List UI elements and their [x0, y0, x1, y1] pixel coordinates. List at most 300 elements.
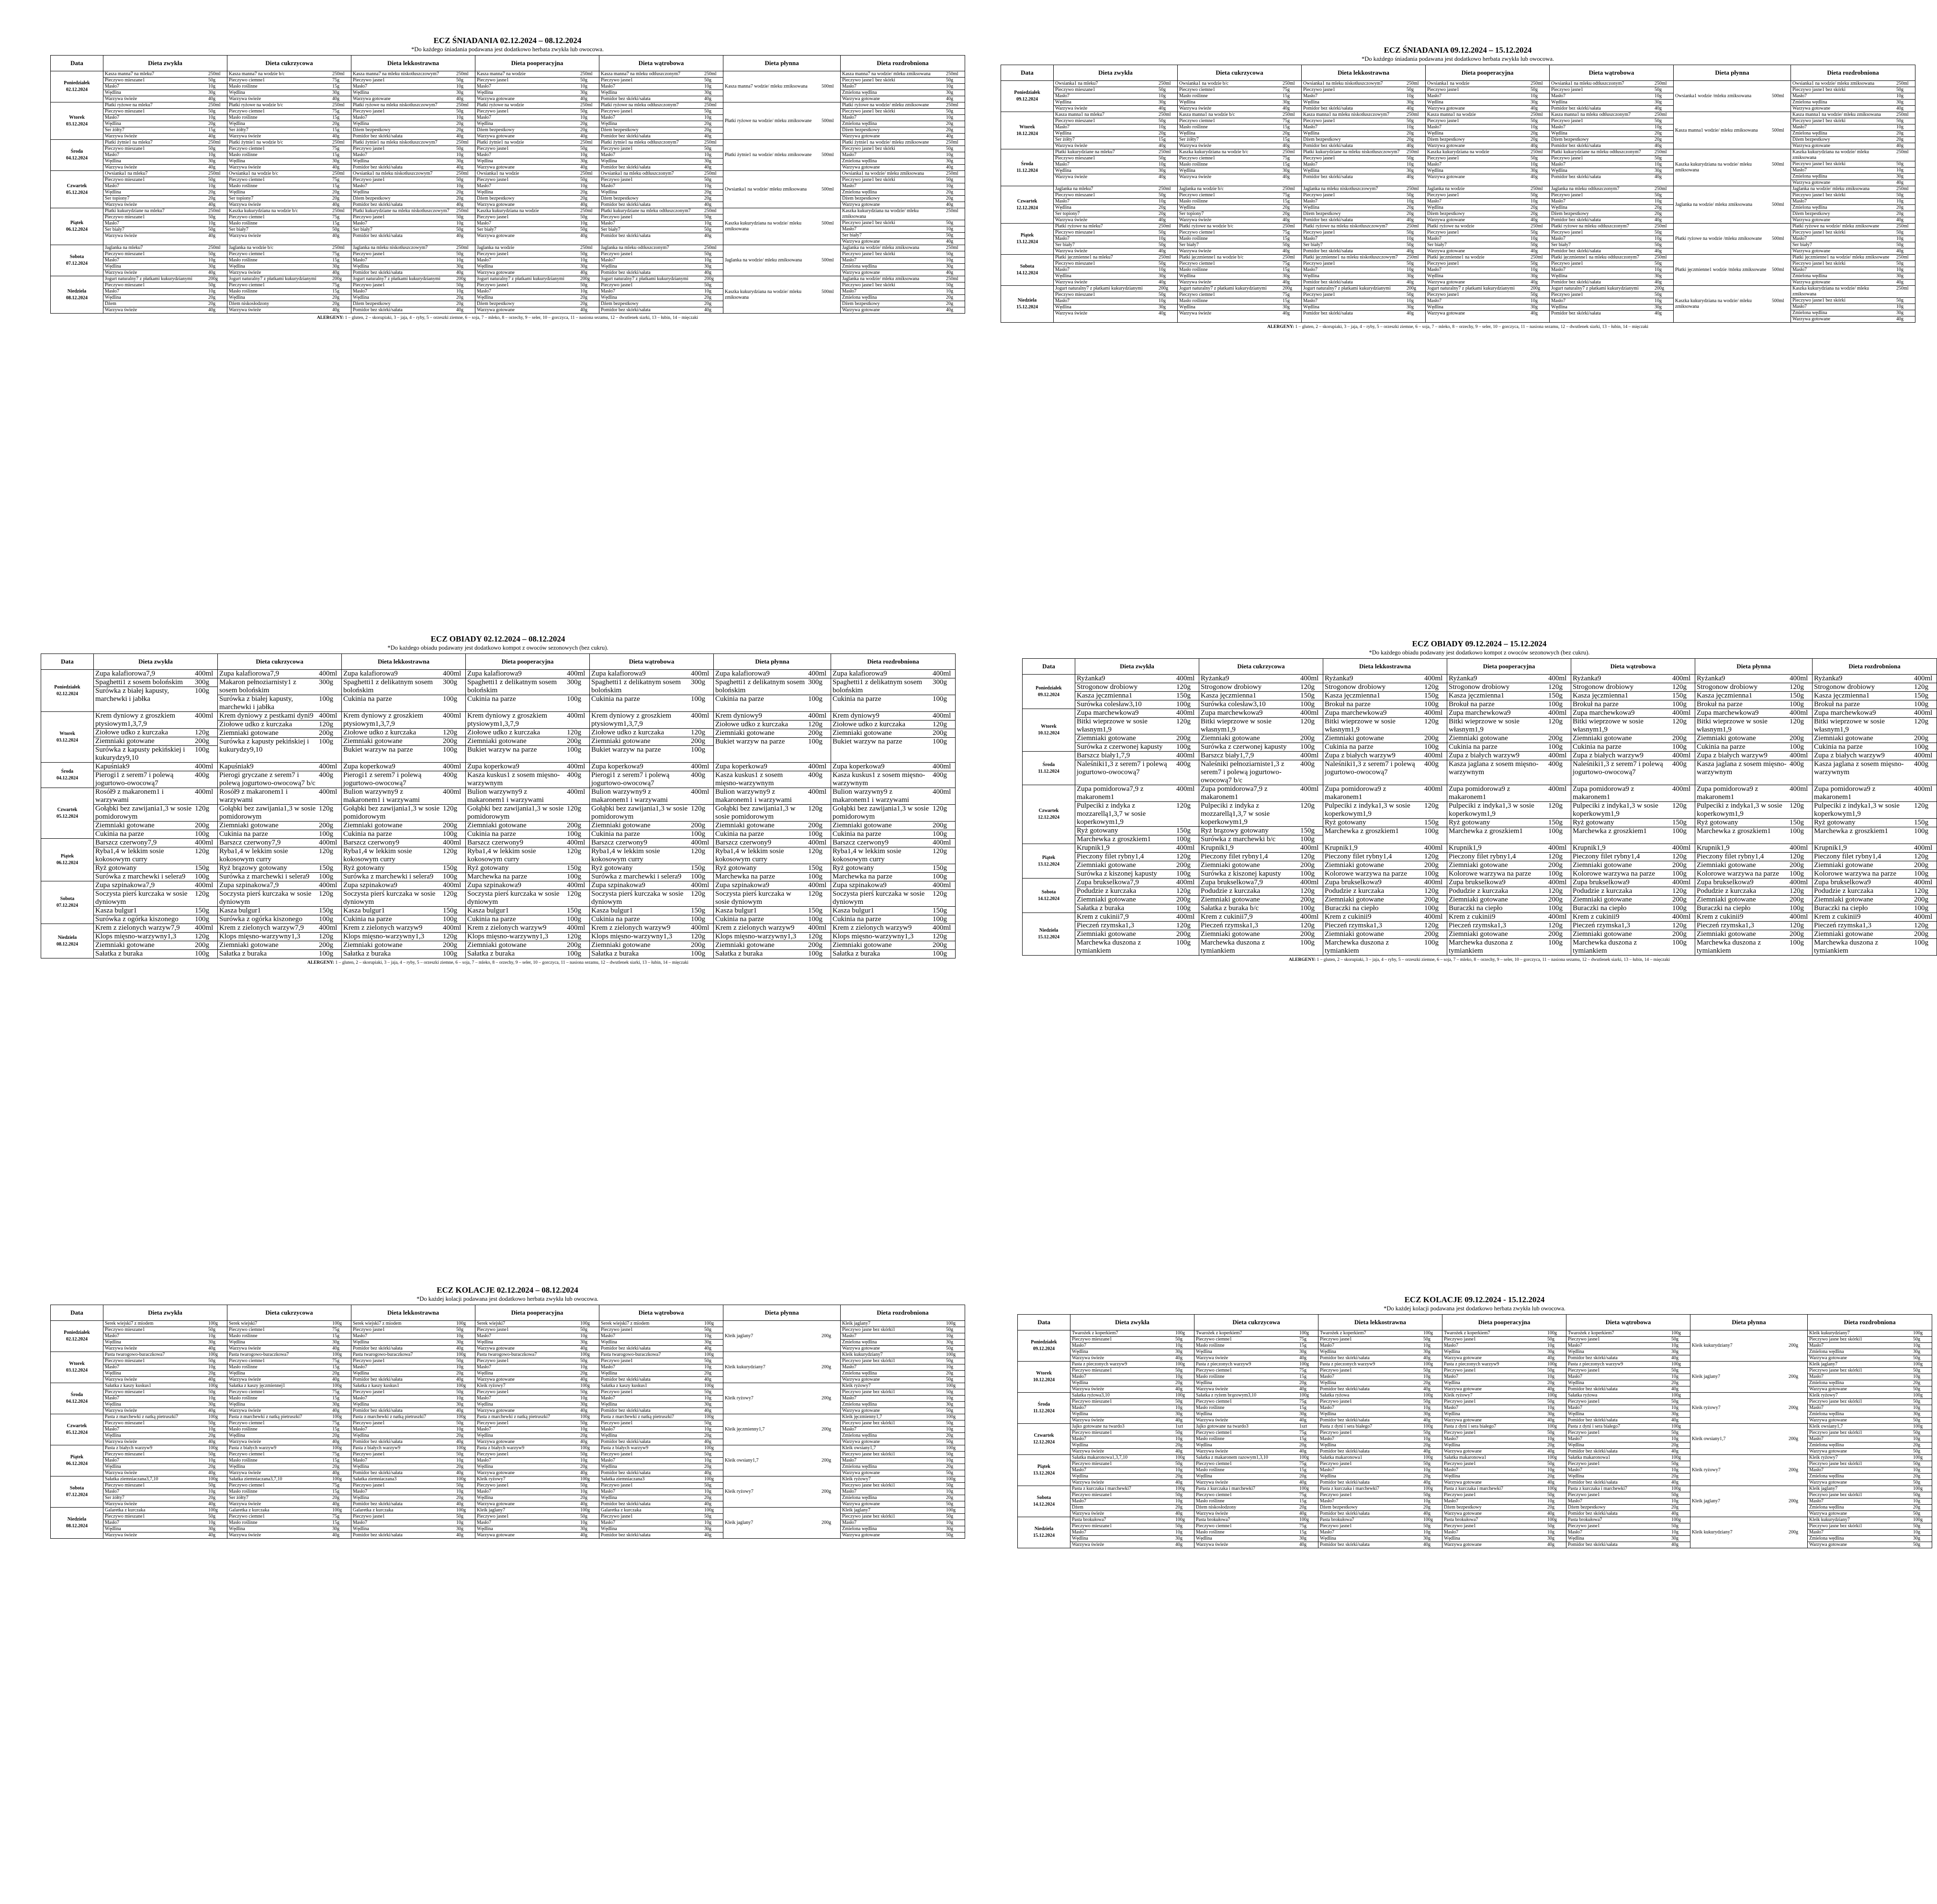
- menu-item: [475, 233, 599, 239]
- dish-name: Ziemniaki gotowane: [1573, 861, 1632, 869]
- menu-item: [1426, 118, 1549, 124]
- dish-portion: 50g: [704, 1420, 711, 1426]
- dish-portion: 10g: [1423, 1405, 1430, 1410]
- dish-portion: 10g: [1671, 1467, 1678, 1473]
- dish-name: Warzywa gotowane: [477, 1377, 515, 1382]
- dish-name: Płatki kukurydziane na mleku odtłuszczonym7: [1551, 149, 1641, 155]
- dish-name: Kleik owsiany1,7: [725, 1458, 759, 1463]
- menu-item: [227, 1458, 351, 1464]
- dish-portion: 10g: [580, 84, 587, 89]
- menu-item: [1447, 922, 1571, 930]
- dish-name: Dżem bezpestkowy: [601, 196, 639, 201]
- menu-item: [1070, 1542, 1194, 1548]
- menu-item: [1813, 683, 1937, 692]
- menu-item: [103, 196, 227, 202]
- menu-item: [831, 830, 955, 838]
- dish-portion: 50g: [580, 177, 587, 182]
- dish-name: Ser biały7: [842, 233, 862, 238]
- diet-cell: [218, 763, 342, 788]
- dish-name: Masło7: [1072, 1374, 1086, 1379]
- dish-portion: 100g: [195, 915, 209, 923]
- dish-portion: 20g: [332, 1464, 339, 1469]
- dish-portion: 10g: [1547, 1498, 1554, 1504]
- dish-portion: 120g: [443, 890, 457, 898]
- dish-portion: 100g: [704, 1352, 714, 1357]
- dish-name: Ser biały7: [477, 227, 496, 232]
- dish-portion: 20g: [1547, 1505, 1554, 1510]
- diet-cell: [351, 1414, 475, 1445]
- dish-name: Masło7: [842, 115, 856, 120]
- dish-name: Pomidor bez skórki/sałata: [601, 165, 651, 170]
- dish-name: Surówka z ogórka kiszonego: [219, 915, 303, 923]
- dish-name: Wędlina: [477, 1526, 493, 1532]
- dish-portion: 50g: [704, 251, 711, 257]
- menu-item: [1566, 1418, 1690, 1423]
- dish-name: Surówka z białej kapusty, marchewki i jabłka: [95, 687, 169, 703]
- menu-item: [351, 258, 475, 264]
- date-cell: [51, 1414, 103, 1445]
- menu-item: [1550, 137, 1673, 143]
- dish-portion: 20g: [456, 1464, 463, 1469]
- menu-item: [1194, 1442, 1318, 1449]
- menu-item: [841, 1352, 965, 1358]
- dish-name: Warzywa gotowane: [842, 134, 880, 139]
- dish-portion: 150g: [567, 907, 581, 914]
- menu-item: [1054, 168, 1177, 174]
- menu-item: [351, 1427, 475, 1433]
- dish-name: Barszcz czerwony9: [833, 839, 889, 846]
- menu-item: [1178, 199, 1301, 205]
- dish-name: Zupa kalafiorowa7,9: [95, 670, 155, 677]
- menu-item: [227, 1364, 351, 1371]
- date-cell: [1001, 81, 1054, 112]
- menu-item: [841, 202, 965, 208]
- dish-portion: 200g: [1176, 896, 1191, 903]
- dish-name: Warzywa gotowane: [842, 1408, 880, 1413]
- menu-subtitle: *Do każdego śniadania podawana jest dodatkowo herbata zwykła lub owocowa.: [411, 46, 604, 53]
- date-cell: [1018, 1393, 1070, 1424]
- menu-item: [1791, 93, 1915, 100]
- menu-item: [841, 239, 965, 245]
- menu-item: [1194, 1362, 1318, 1368]
- menu-item: [1318, 1486, 1442, 1492]
- menu-item: [1199, 913, 1323, 922]
- menu-item: [1318, 1461, 1442, 1467]
- dish-name: Wędlina: [105, 190, 121, 195]
- day-row: [51, 171, 965, 208]
- dish-name: Marchewka na parze: [467, 873, 527, 880]
- menu-item: [1550, 156, 1673, 162]
- menu-item: [1808, 1449, 1932, 1454]
- menu-item: [1571, 939, 1695, 955]
- day-name: Poniedziałek: [64, 80, 90, 86]
- dish-portion: 30g: [1407, 100, 1414, 105]
- dish-portion: 10g: [1531, 124, 1538, 130]
- dish-name: Ser biały7: [353, 227, 372, 232]
- dish-name: Wędlina: [1427, 304, 1443, 310]
- dish-portion: 10g: [456, 1520, 463, 1525]
- menu-item: [342, 890, 465, 907]
- diet-cell: [342, 712, 466, 763]
- menu-item: [1813, 760, 1937, 777]
- diet-cell: [1813, 879, 1937, 913]
- dish-name: Pieczywo mieszane1: [1072, 1430, 1112, 1435]
- column-header: Dieta lekkostrawna: [351, 1305, 475, 1321]
- dish-name: Wędlina: [477, 90, 493, 95]
- dish-portion: 100g: [704, 1321, 714, 1326]
- dish-name: Bulion warzywny9 z makaronem1 i warzywami: [343, 788, 420, 804]
- menu-item: [1054, 199, 1177, 205]
- menu-item: [714, 907, 831, 915]
- menu-item: [475, 258, 599, 264]
- dish-portion: 400ml: [1176, 675, 1195, 682]
- menu-item: [1323, 879, 1447, 887]
- dish-portion: 100g: [1176, 904, 1191, 912]
- dish-portion: 20g: [1671, 1442, 1678, 1448]
- menu-item: [475, 1364, 599, 1371]
- menu-item: [1070, 1330, 1194, 1337]
- day-row: [1023, 709, 1937, 752]
- dish-portion: 120g: [1672, 718, 1687, 725]
- menu-item: [1447, 700, 1571, 709]
- dish-name: Pomidor bez skórki/sałata: [1320, 1480, 1370, 1485]
- menu-item: [1199, 675, 1323, 683]
- diet-cell: [599, 1352, 723, 1383]
- dish-portion: 50g: [456, 227, 463, 232]
- dish-portion: 200g: [1176, 734, 1191, 742]
- menu-item: [351, 1464, 475, 1470]
- dish-name: Wędlina: [477, 121, 493, 126]
- dish-name: Pieczywo jasne1: [601, 1514, 633, 1519]
- dish-name: Warzywa gotowane: [842, 1439, 880, 1444]
- dish-portion: 150g: [808, 907, 822, 914]
- dish-portion: 10g: [1547, 1343, 1554, 1348]
- dish-portion: 15g: [1283, 137, 1290, 142]
- menu-item: [1070, 1492, 1194, 1498]
- dish-portion: 15g: [1299, 1498, 1306, 1504]
- menu-item: [590, 729, 713, 737]
- column-header: Dieta rozdrobniona: [1791, 65, 1915, 81]
- dish-portion: 400ml: [195, 712, 214, 720]
- dish-name: Wędlina: [1568, 1474, 1584, 1479]
- dish-name: Wędlina: [477, 264, 493, 269]
- dish-name: Ryżanka9: [1077, 675, 1105, 682]
- dish-portion: 20g: [1423, 1474, 1430, 1479]
- dish-name: Soczysta pierś kurczaka w sosie dyniowym: [343, 890, 436, 906]
- menu-item: [1808, 1542, 1932, 1548]
- menu-item: [1442, 1486, 1566, 1492]
- day-name: Czwartek: [1038, 808, 1059, 813]
- dish-name: Surówka colesław3,10: [1201, 700, 1266, 708]
- dish-name: Ziemniaki gotowane: [219, 941, 279, 949]
- column-header: Data: [41, 654, 94, 670]
- dish-name: Pomidor bez skórki/sałata: [601, 202, 651, 207]
- dish-portion: 75g: [1299, 1492, 1306, 1498]
- menu-item: [841, 258, 965, 264]
- dish-portion: 10g: [1531, 298, 1538, 304]
- dish-name: Pomidor bez skórki/sałata: [1551, 248, 1601, 254]
- dish-name: Pieczywo mieszane1: [1055, 192, 1095, 198]
- menu-item: [1199, 718, 1323, 734]
- diet-cell: [1199, 844, 1323, 879]
- menu-item: [1075, 700, 1199, 709]
- day-row: [1001, 112, 1915, 149]
- dish-name: Wędlina: [1072, 1349, 1088, 1354]
- dish-portion: 250ml: [1531, 112, 1543, 117]
- dish-name: Wędlina: [1568, 1411, 1584, 1417]
- dish-name: Pomidor bez skórki/sałata: [1320, 1449, 1370, 1454]
- menu-item: [475, 1377, 599, 1383]
- dish-name: Ryba1,4 w lekkim sosie kokosowym curry: [833, 847, 901, 863]
- dish-name: Pieczywo jasne1: [477, 1389, 509, 1395]
- dish-portion: 120g: [1176, 802, 1191, 810]
- menu-item: [1447, 879, 1571, 887]
- dish-portion: 15g: [332, 183, 339, 189]
- dish-portion: 200g: [1300, 896, 1315, 903]
- dish-portion: 50g: [1896, 87, 1903, 92]
- dish-portion: 400ml: [808, 839, 827, 846]
- menu-item: [1302, 205, 1425, 211]
- dish-name: Ryżanka9: [1201, 675, 1229, 682]
- dish-portion: 20g: [580, 127, 587, 133]
- menu-item: [1070, 1486, 1194, 1492]
- dish-name: Masło7: [353, 258, 367, 263]
- dish-name: Pasta brokułowa7: [1568, 1517, 1602, 1522]
- menu-item: [1442, 1393, 1566, 1399]
- dish-portion: 30g: [1655, 273, 1662, 279]
- diet-cell: [1199, 913, 1323, 956]
- dish-name: Wędlina: [105, 264, 121, 269]
- menu-item: [1550, 106, 1673, 112]
- dish-name: Wędlina: [601, 158, 617, 164]
- menu-item: [1075, 913, 1199, 922]
- menu-item: [841, 226, 965, 233]
- dish-portion: 50g: [1547, 1368, 1554, 1373]
- menu-item: [599, 127, 723, 134]
- menu-item: [1318, 1330, 1442, 1337]
- dish-name: Kapuśniak9: [219, 763, 254, 770]
- menu-item: [1566, 1455, 1690, 1461]
- dish-name: Masło roślinne: [229, 1489, 258, 1494]
- dish-portion: 400ml: [1548, 785, 1567, 793]
- menu-item: [342, 729, 465, 737]
- dish-portion: 1szt: [1175, 1424, 1183, 1429]
- menu-item: [1426, 304, 1549, 311]
- dish-portion: 40g: [1671, 1542, 1678, 1547]
- dish-portion: 40g: [1283, 248, 1290, 254]
- dish-portion: 30g: [946, 1402, 953, 1407]
- dish-name: Pieczywo jasne1: [1303, 118, 1335, 124]
- menu-item: [103, 1427, 227, 1433]
- dish-portion: 40g: [456, 270, 463, 275]
- dish-portion: 150g: [1176, 827, 1191, 834]
- menu-item: [1808, 1337, 1932, 1343]
- menu-item: [1808, 1430, 1932, 1436]
- menu-item: [831, 822, 955, 830]
- dish-name: Kaszka kukurydziana na wodzie/ mleku zmiksowana: [1675, 298, 1752, 309]
- dish-name: Zmielona wędlina: [842, 1464, 877, 1469]
- dish-name: Masło7: [1809, 1343, 1824, 1348]
- dish-portion: 150g: [1300, 692, 1315, 699]
- dish-name: Wędlina: [1055, 205, 1071, 210]
- menu-item: [1178, 273, 1301, 280]
- dish-name: Ryż gotowany: [1325, 819, 1366, 826]
- date-cell: [1001, 286, 1054, 323]
- diet-cell: [1318, 1486, 1442, 1517]
- menu-item: [227, 1501, 351, 1507]
- dish-portion: 100g: [1913, 1486, 1923, 1491]
- diet-cell: [1075, 785, 1199, 844]
- dish-name: Zupa koperkowa9: [591, 763, 643, 770]
- dish-portion: 10g: [580, 1520, 587, 1525]
- day-date: 02.12.2024: [56, 691, 78, 697]
- dish-name: Cukinia na parze: [591, 695, 640, 703]
- dish-name: Warzywa świeże: [229, 307, 261, 313]
- day-name: Niedziela: [1034, 1526, 1054, 1532]
- dish-portion: 400ml: [1914, 709, 1933, 717]
- diet-cell: [475, 1383, 599, 1414]
- dish-portion: 50g: [1671, 1492, 1678, 1498]
- dish-name: Sałatka z ryżem brązowym3,10: [1196, 1393, 1257, 1398]
- diet-cell: [1194, 1330, 1318, 1362]
- dish-portion: 30g: [1283, 273, 1290, 279]
- dish-name: Wędlina: [1551, 205, 1567, 210]
- dish-name: Pasta twarogowo-buraczkowa7: [229, 1352, 289, 1357]
- dish-name: Strogonow drobiowy: [1449, 683, 1510, 691]
- dish-name: Masło7: [1551, 124, 1565, 130]
- dish-portion: 50g: [1423, 1337, 1430, 1342]
- dish-name: Wędlina: [1072, 1536, 1088, 1541]
- menu-item: [599, 202, 723, 208]
- dish-portion: 400ml: [691, 788, 709, 796]
- menu-item: [475, 1383, 599, 1389]
- dish-name: Kolorowe warzywa na parze: [1573, 870, 1655, 878]
- dish-portion: 75g: [332, 78, 339, 83]
- dish-name: Kasza manna1 na mleku niskotłuszczowym7: [1303, 112, 1389, 117]
- dish-portion: 200g: [1914, 896, 1928, 903]
- day-name: Piątek: [60, 854, 74, 859]
- dish-portion: 200g: [443, 941, 457, 949]
- dish-name: Sałatka z buraka b/c: [1201, 904, 1259, 912]
- dish-name: Spaghetti1 z delikatnym sosem bolońskim: [591, 678, 681, 694]
- dish-portion: 10g: [208, 221, 215, 226]
- menu-item: [714, 729, 831, 738]
- dish-name: Zupa pomidorowa9 z makaronem1: [1325, 785, 1386, 801]
- dish-portion: 10g: [946, 258, 953, 263]
- dish-portion: 400ml: [319, 670, 338, 677]
- dish-portion: 120g: [691, 890, 705, 898]
- dish-portion: 15g: [1299, 1405, 1306, 1410]
- menu-item: [227, 251, 351, 258]
- dish-portion: 400ml: [1548, 752, 1567, 759]
- dish-name: Jaglanka na mleku7: [105, 245, 143, 250]
- dish-portion: 50g: [704, 78, 711, 83]
- dish-portion: 100g: [195, 687, 209, 695]
- menu-item: [1075, 827, 1199, 835]
- dish-name: Cukinia na parze: [1449, 743, 1498, 751]
- dish-portion: 40g: [1159, 143, 1166, 148]
- dish-portion: 100g: [208, 1383, 218, 1388]
- dish-name: Strogonow drobiowy: [1077, 683, 1138, 691]
- dish-portion: 40g: [704, 307, 711, 313]
- menu-item: [475, 1476, 599, 1483]
- dish-name: Warzywa gotowane: [1792, 217, 1830, 223]
- menu-item: [103, 134, 227, 139]
- menu-item: [1695, 709, 1812, 718]
- menu-item: [1550, 186, 1673, 192]
- dish-name: Pulpeciki z indyka1,3 w sosie koperkowym1,9: [1814, 802, 1900, 818]
- dish-name: Cukinia na parze: [591, 830, 640, 838]
- dish-name: Pieczywo jasne1: [353, 1389, 385, 1395]
- menu-item: [218, 864, 341, 873]
- menu-item: [1550, 124, 1673, 131]
- dish-portion: 40g: [1175, 1418, 1182, 1423]
- dish-name: Pieczywo jasne bez skórki1: [842, 1358, 895, 1363]
- menu-item: [351, 146, 475, 152]
- menu-item: [599, 109, 723, 115]
- menu-item: [1075, 802, 1199, 827]
- dish-name: Masło7: [353, 1396, 367, 1401]
- column-header: Dieta cukrzycowa: [1194, 1315, 1318, 1330]
- dish-name: Wędlina: [477, 1464, 493, 1469]
- dish-name: Masło roślinne: [1179, 162, 1208, 167]
- dish-portion: 10g: [1913, 1467, 1920, 1473]
- dish-name: Pieczywo ciemne1: [1179, 156, 1216, 161]
- menu-item: [1199, 802, 1323, 827]
- menu-item: [1426, 168, 1549, 174]
- dish-portion: 400ml: [1176, 844, 1195, 852]
- menu-item: [1302, 236, 1425, 242]
- day-row: [41, 924, 956, 958]
- dish-name: Pieczywo mieszane1: [1055, 118, 1095, 124]
- menu-item: [1813, 675, 1937, 683]
- dish-portion: 40g: [456, 1346, 463, 1351]
- dish-name: Masło7: [1792, 199, 1807, 204]
- menu-item: [1302, 87, 1425, 93]
- menu-item: [351, 1327, 475, 1333]
- dish-name: Warzywa świeże: [1196, 1418, 1228, 1423]
- menu-item: [1178, 162, 1301, 168]
- dish-name: Marchewka duszona z tymiankiem: [1325, 939, 1389, 955]
- diet-cell: [1791, 286, 1915, 323]
- diet-cell: [1695, 879, 1813, 913]
- dish-portion: 120g: [808, 847, 822, 855]
- dish-name: Dżem bezpestkowy: [477, 196, 515, 201]
- dish-name: Soczysta pierś kurczaka w sosie dyniowym: [833, 890, 925, 906]
- dish-name: Sałatka makaronowa1: [1444, 1455, 1487, 1460]
- dish-name: Cukinia na parze: [219, 830, 268, 838]
- menu-item: [94, 915, 217, 924]
- menu-item: [351, 307, 475, 313]
- menu-item: [1808, 1461, 1932, 1467]
- dish-name: Brokuł na parze: [1325, 700, 1371, 708]
- dish-portion: 100g: [1300, 700, 1315, 708]
- menu-item: [1194, 1386, 1318, 1392]
- dish-portion: 100g: [1913, 1362, 1923, 1367]
- menu-item: [227, 245, 351, 251]
- dish-name: Warzywa gotowane: [1444, 1386, 1482, 1392]
- date-cell: [51, 1445, 103, 1476]
- dish-name: Jaglanka na wodzie b/c: [229, 245, 274, 250]
- dish-portion: 100g: [567, 950, 581, 958]
- dish-name: Płatki jęczmienne1 na wodzie: [1427, 255, 1485, 260]
- menu-item: [1571, 802, 1695, 819]
- dish-portion: 400ml: [691, 763, 709, 770]
- dish-portion: 100g: [1547, 1362, 1557, 1367]
- menu-item: [351, 221, 475, 227]
- diet-cell: [841, 208, 965, 245]
- dish-portion: 100g: [456, 1445, 466, 1451]
